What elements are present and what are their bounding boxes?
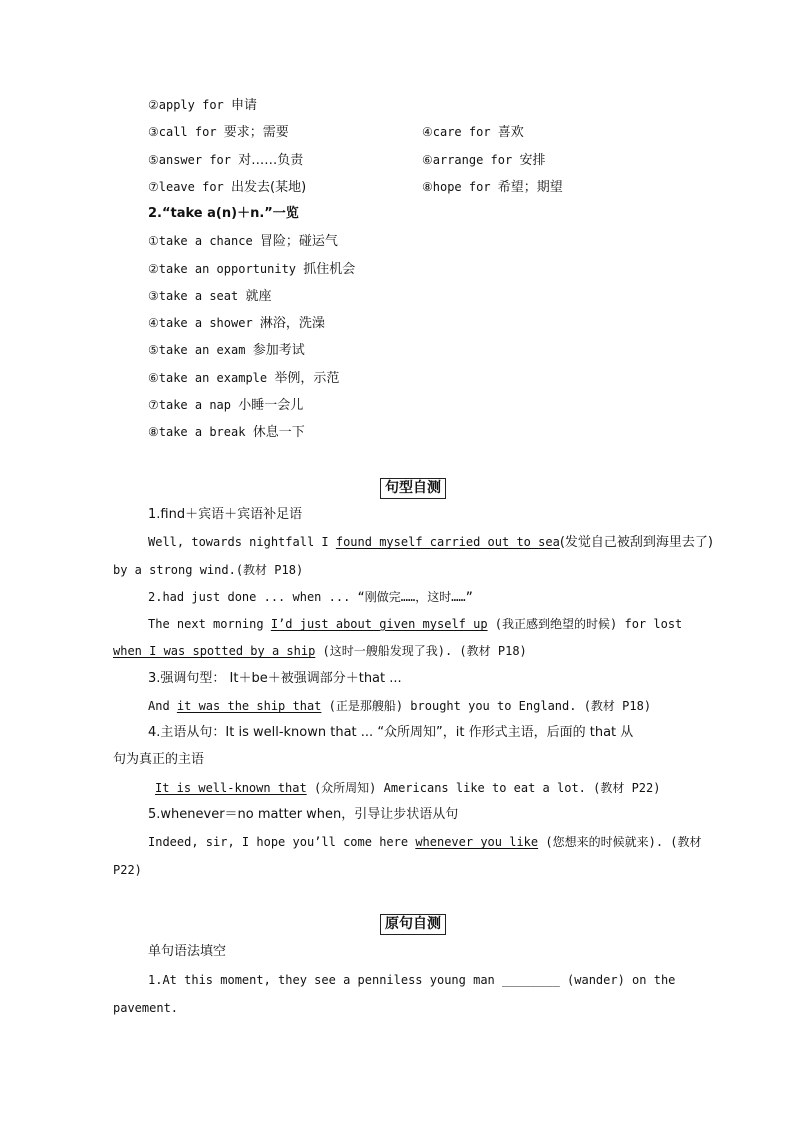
phrase-hope-for: ⑧hope for 希望；期望 (422, 180, 563, 195)
sentence-pattern-2-example-cont: when I was spotted by a ship (这时一艘船发现了我). (教材 P18) (113, 644, 527, 658)
take-item: ③take a seat 就座 (148, 289, 272, 304)
take-item: ⑤take an exam 参加考试 (148, 343, 305, 358)
phrase-care-for: ④care for 喜欢 (422, 125, 524, 140)
phrase-answer-for: ⑤answer for 对……负责 (148, 153, 304, 168)
sentence-pattern-1-example: Well, towards nightfall I found myself carried out to sea(发觉自己被刮到海里去了) (148, 535, 713, 550)
phrase-call-for: ③call for 要求；需要 (148, 125, 289, 140)
take-section-heading: 2.“take a(n)＋n.”一览 (148, 206, 299, 221)
sentence-pattern-3-heading: 3.强调句型： It＋be＋被强调部分＋that ... (148, 671, 402, 686)
sentence-pattern-4-example: It is well-known that (众所周知) Americans like to eat a lot. (教材 P22) (155, 781, 661, 795)
fill-blank-question-1-cont: pavement. (113, 1001, 179, 1015)
take-item: ①take a chance 冒险；碰运气 (148, 234, 338, 249)
take-item: ④take a shower 淋浴，洗澡 (148, 316, 325, 331)
take-item: ②take an opportunity 抓住机会 (148, 262, 356, 277)
phrase-leave-for: ⑦leave for 出发去(某地) (148, 180, 307, 195)
take-item: ⑥take an example 举例，示范 (148, 371, 340, 386)
phrase-apply-for: ②apply for 申请 (148, 98, 258, 113)
sentence-pattern-5-heading: 5.whenever＝no matter when，引导让步状语从句 (148, 807, 459, 822)
sentence-pattern-5-example: Indeed, sir, I hope you’ll come here whenever you like (您想来的时候就来). (教材 (148, 835, 702, 849)
take-item: ⑦take a nap 小睡一会儿 (148, 398, 304, 413)
original-section-subtitle: 单句语法填空 (148, 944, 227, 959)
sentence-pattern-2-heading: 2.had just done ... when ... “刚做完……，这时……” (148, 590, 473, 604)
sentence-pattern-4-heading: 4.主语从句：It is well-known that ... “众所周知”，it 作形式主语，后面的 that 从 (148, 725, 634, 740)
phrase-arrange-for: ⑥arrange for 安排 (422, 153, 546, 168)
sentence-pattern-2-example: The next morning I’d just about given myself up (我正感到绝望的时候) for lost (148, 617, 683, 631)
original-section-title: 原句自测 (380, 914, 446, 935)
sentence-pattern-3-example: And it was the ship that (正是那艘船) brought you to England. (教材 P18) (148, 699, 652, 713)
sentence-pattern-1-example-cont: by a strong wind.(教材 P18) (113, 563, 304, 577)
sentence-section-title: 句型自测 (380, 478, 446, 499)
sentence-pattern-1-heading: 1.find＋宾语＋宾语补足语 (148, 507, 303, 522)
sentence-pattern-5-example-cont: P22) (113, 863, 142, 877)
sentence-pattern-4-heading-cont: 句为真正的主语 (113, 752, 205, 767)
fill-blank-question-1: 1.At this moment, they see a penniless young man ________ (wander) on the (148, 973, 676, 987)
take-item: ⑧take a break 休息一下 (148, 425, 305, 440)
